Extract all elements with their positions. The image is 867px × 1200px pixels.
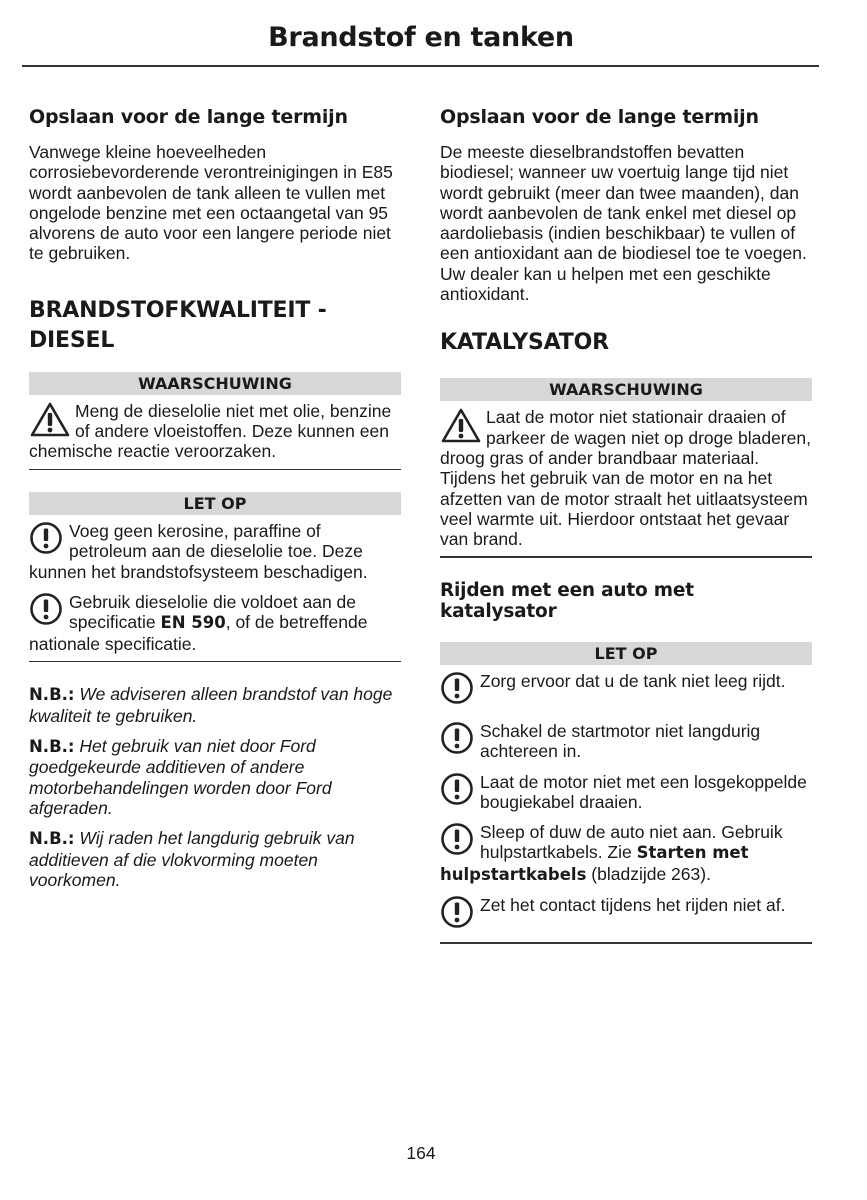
warning-band-left: WAARSCHUWING: [29, 372, 401, 395]
caution-notice-right-5: [440, 895, 812, 935]
catalyst-heading: KATALYSATOR: [440, 330, 609, 356]
jump-start-reference: Starten met hulpstartkabels: [440, 843, 749, 884]
storage-text-right: De meeste dieselbrandstoffen bevatten biodiesel; wanneer uw voertuig lange tijd niet wordt gebruikt (meer dan twee maanden), dan wordt aanbevolen de tank enkel met diesel op aardoliebasis (indien beschikbaar) te vullen of een antioxidant aan de biodiesel toe te voegen. Uw dealer kan u helpen met een geschikte antioxidant.: [440, 142, 807, 305]
note-2: [29, 736, 401, 818]
storage-heading-right: Opslaan voor de lange termijn: [440, 106, 759, 128]
exclamation-circle-icon: [440, 772, 480, 812]
left-column: [29, 100, 401, 900]
caution-text-right-3: Laat de motor niet met een losgekoppelde bougiekabel draaien.: [480, 771, 807, 812]
caution-band-left: LET OP: [29, 492, 401, 515]
caution-text-right-4: [440, 822, 783, 884]
note-label: N.B.:: [29, 685, 75, 705]
storage-heading-left: Opslaan voor de lange termijn: [29, 106, 348, 128]
exclamation-circle-icon: [29, 592, 69, 632]
caution-notice-right-1: [440, 671, 812, 711]
warning-triangle-icon: [29, 401, 75, 441]
caution-band-right: LET OP: [440, 642, 812, 665]
page-title: Brandstof en tanken: [268, 22, 574, 53]
driving-heading: Rijden met een auto met katalysator: [440, 579, 694, 622]
caution-rule-right: [440, 942, 812, 944]
caution-text-part: (bladzijde 263).: [586, 863, 711, 884]
caution-notice-right-4: [440, 822, 812, 885]
caution-text-right-2: Schakel de startmotor niet langdurig achtereen in.: [480, 720, 761, 762]
caution-text-part: , of de betreffende nationale specificatie.: [29, 612, 368, 654]
note-1: [29, 684, 401, 726]
note-label: N.B.:: [29, 829, 75, 849]
caution-text-left-1: Voeg geen kerosine, paraffine of petroleum aan de dieselolie toe. Deze kunnen het brandstofsysteem beschadigen.: [29, 521, 368, 582]
exclamation-circle-icon: [440, 895, 480, 935]
warning-band-right: WAARSCHUWING: [440, 378, 812, 401]
note-text: Het gebruik van niet door Ford goedgekeurde additieven of andere motorbehandelingen worden door Ford afgeraden.: [29, 736, 332, 818]
page-number: 164: [406, 1143, 436, 1163]
title-divider: [22, 65, 819, 67]
note-3: [29, 828, 401, 890]
caution-notice-right-2: [440, 721, 812, 762]
warning-rule-right: [440, 556, 812, 558]
specification-code: EN 590: [160, 613, 226, 633]
note-label: N.B.:: [29, 737, 75, 757]
exclamation-circle-icon: [29, 521, 69, 561]
storage-text-left: Vanwege kleine hoeveelheden corrosiebevorderende verontreinigingen in E85 wordt aanbevolen de tank alleen te vullen met ongelode benzine met een octaangetal van 95 alvorens de auto voor een langere periode niet te gebruiken.: [29, 142, 393, 264]
warning-notice-right: [440, 407, 812, 549]
exclamation-circle-icon: [440, 721, 480, 761]
caution-notice-left-2: [29, 592, 401, 654]
exclamation-circle-icon: [440, 822, 480, 862]
caution-text-part: Sleep of duw de auto niet aan. Gebruik hulpstartkabels. Zie: [480, 822, 783, 863]
warning-notice-left: [29, 401, 401, 462]
warning-text-left: Meng de dieselolie niet met olie, benzine of andere vloeistoffen. Deze kunnen een chemische reactie veroorzaken.: [29, 400, 392, 462]
warning-rule-left: [29, 469, 401, 471]
exclamation-circle-icon: [440, 671, 480, 711]
caution-text-part: Gebruik dieselolie die voldoet aan de specificatie: [69, 592, 356, 633]
note-text: We adviseren alleen brandstof van hoge kwaliteit te gebruiken.: [29, 684, 393, 726]
caution-text-right-5: Zet het contact tijdens het rijden niet af.: [480, 895, 786, 916]
note-text: Wij raden het langdurig gebruik van additieven af die vlokvorming moeten voorkomen.: [29, 828, 355, 890]
diesel-quality-heading: BRANDSTOFKWALITEIT - DIESEL: [29, 297, 327, 353]
caution-notice-left-1: [29, 521, 401, 582]
warning-triangle-icon: [440, 407, 486, 447]
caution-text-right-1: Zorg ervoor dat u de tank niet leeg rijdt.: [480, 670, 786, 691]
right-column: [440, 100, 812, 944]
caution-text-left-2: [29, 592, 367, 654]
warning-text-right: Laat de motor niet stationair draaien of parkeer de wagen niet op droge bladeren, droog gras of ander brandbaar materiaal. Tijdens het gebruik van de motor en na het afzetten van de motor straalt het uitlaatsysteem veel warmte uit. Hierdoor ontstaat het gevaar van brand.: [440, 407, 811, 550]
caution-notice-right-3: [440, 772, 812, 813]
